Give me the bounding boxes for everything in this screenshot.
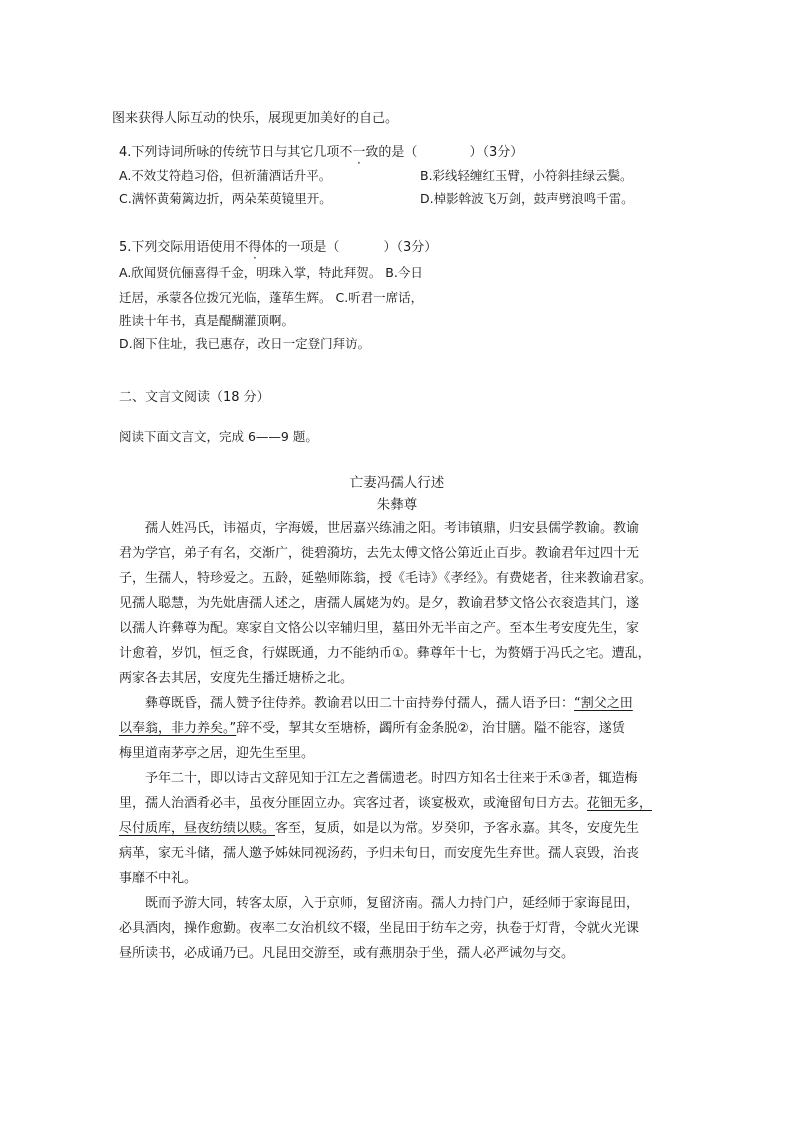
underlined-quote: 以奉翁，非力养矣。” [119,721,237,736]
q4-stem-part: 4.下列诗词所咏的传统节日与其它几项 [119,145,340,160]
q4-stem-part: ）（3分） [469,145,524,160]
q5-line-3: 胜读十年书，真是醍醐灌顶啊。 [119,313,295,328]
text-segment: 客至，复质，如是以为常。岁癸卯，予客永嘉。其冬，安度先生 [275,821,640,836]
q4-option-d: D.棹影斡波飞万剑，鼓声劈浪鸣千雷。 [420,191,634,206]
q4-emphasis: 不一致 [339,145,379,160]
underlined-sentence: 尽付质库，昼夜纺绩以赎。 [119,821,276,836]
q5-line-2: 迁居，承蒙各位拨冗光临，蓬荜生辉。 C.听君一席话， [119,290,424,305]
intro-line: 图来获得人际互动的快乐，展现更加美好的自己。 [112,111,399,126]
q5-line-4: D.阁下住址，我已惠存，改日一定登门拜访。 [119,336,371,351]
article-title: 亡妻冯孺人行述 [349,475,445,491]
underlined-quote: “割父之田 [574,696,633,711]
question-4-stem [119,145,523,161]
article-line: 孺人姓冯氏，讳福贞，字海媛，世居嘉兴练浦之阳。考讳镇鼎，归安县儒学教谕。教谕 [145,521,640,536]
q4-option-b: B.彩线轻缠红玉臂，小符斜挂绿云鬓。 [420,168,633,183]
article-line [119,721,625,737]
question-5-stem [119,240,437,256]
article-line: 梅里道南茅亭之居，迎先生至里。 [119,746,315,761]
article-line [119,796,652,812]
q4-option-c: C.满怀黄菊篱边折，两朵茱萸镜里开。 [119,191,332,206]
q5-line-1: A.欣闻贤伉俪喜得千金，明珠入掌，特此拜贺。 B.今日 [119,265,423,280]
text-segment: 里，孺人治酒肴必丰，虽夜分匪固立办。宾客过者，谈宴极欢，或淹留旬日方去。 [119,796,588,811]
article-line: 见孺人聪慧，为先妣唐孺人述之，唐孺人属姥为妁。是夕，教谕君梦文恪公衣衮造其门，遂 [119,596,640,611]
article-author: 朱彝尊 [376,497,418,513]
article-line: 病革，家无斗储，孺人邀予姊妹同视汤药，予归未旬日，而安度先生弃世。孺人哀毁，治丧 [119,846,640,861]
article-line: 计愈着，岁饥，恒乏食，行媒既通，力不能纳币①。彝尊年十七，为赘婿于冯氏之宅。遭乱， [119,646,651,661]
text-segment: 辞不受，挈其女至塘桥，蠲所有金条脱②，治甘膳。隘不能容，遂赁 [236,721,625,736]
q4-option-a: A.不效艾符趋习俗，但祈蒲酒话升平。 [119,168,332,183]
article-line: 君为学官，弟子有名，交渐广，徙碧漪坊，去先太傅文恪公第近止百步。教谕君年过四十无 [119,546,640,561]
article-line: 昼所读书，必成诵乃已。凡昆田交游至，或有燕朋杂于坐，孺人必严诫勿与交。 [119,946,575,961]
q5-stem-part: 的一项是（ [274,240,340,255]
article-line [145,696,633,712]
underlined-sentence: 花钿无多， [587,796,653,811]
article-line: 既而予游大同，转客太原，入于京师，复留济南。孺人力持门户，延经师于家诲昆田， [145,896,640,911]
article-line: 子，生孺人，特珍爱之。五龄，延塾师陈翁，授《毛诗》《孝经》。有费姥者，往来教谕君家。 [119,571,653,586]
q5-stem-part: 5.下列交际用语使用 [119,240,236,255]
q4-stem-part: 的是（ [378,145,418,160]
article-line: 以孺人许彝尊为配。寒家自文恪公以宰辅归里，墓田外无半亩之产。至本生考安度先生，家 [119,621,640,636]
article-line: 必具酒肉，操作愈勤。夜率二女治机纹不辍，坐昆田于纺车之旁，执卷于灯背，令就火光课 [119,921,640,936]
article-line: 予年二十，即以诗古文辞见知于江左之耆儒遗老。时四方知名士往来于禾③者，辄造梅 [145,771,638,786]
section-2-instruction: 阅读下面文言文，完成 6——9 题。 [119,429,318,444]
article-line: 事靡不中礼。 [119,871,198,886]
section-2-heading: 二、文言文阅读（18 分） [119,390,270,405]
text-segment: 彝尊既昏，孺人赞予往侍养。教谕君以田二十亩持券付孺人，孺人语予曰： [145,696,575,711]
q5-emphasis: 不得体 [235,240,275,255]
article-line: 两家各去其居，安度先生播迁塘桥之北。 [119,671,354,686]
q5-stem-part: ）（3分） [383,240,438,255]
article-line [119,821,639,837]
